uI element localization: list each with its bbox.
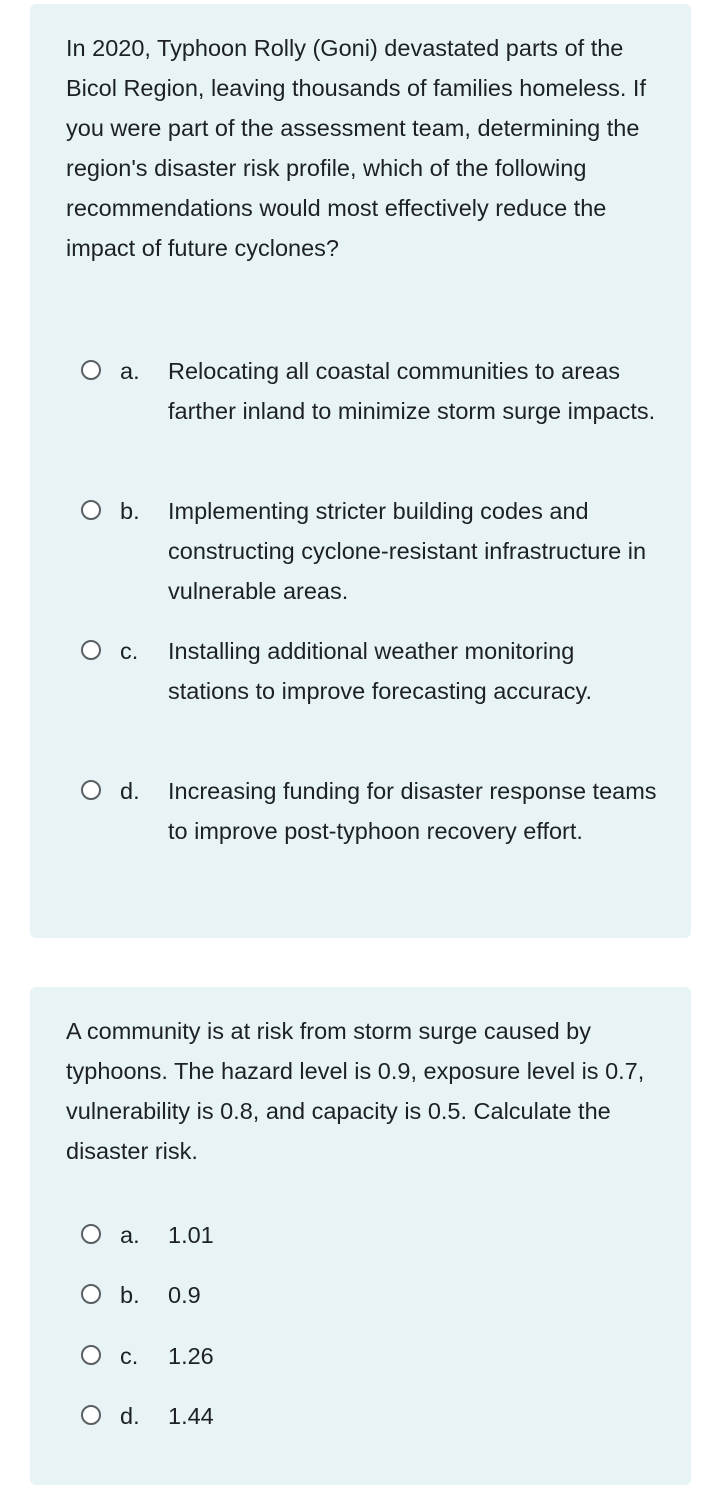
radio-button[interactable] <box>81 640 101 660</box>
answer-letter: b. <box>120 498 140 524</box>
question-text: A community is at risk from storm surge caused by typhoons. The hazard level is 0.9, exposure level is 0.7, vulnerability is 0.8, and capacity is 0.5. Calculate the disaster risk. <box>66 1018 645 1164</box>
radio-button[interactable] <box>81 1284 101 1304</box>
answer-text: Implementing stricter building codes and constructing cyclone-resistant infrastructure in vulnerable areas. <box>168 498 647 604</box>
radio-button[interactable] <box>81 1224 101 1244</box>
answer-letter: c. <box>120 1343 139 1369</box>
radio-button[interactable] <box>81 780 101 800</box>
answer-text: 1.26 <box>168 1343 214 1369</box>
answer-letter: d. <box>120 778 140 804</box>
answer-letter: a. <box>120 358 140 384</box>
answer-letter: c. <box>120 638 139 664</box>
answer-text: 0.9 <box>168 1282 201 1308</box>
question-card-1 <box>30 4 691 938</box>
answer-letter: a. <box>120 1222 140 1248</box>
answer-text: Increasing funding for disaster response teams to improve post-typhoon recovery effort. <box>168 778 657 844</box>
radio-button[interactable] <box>81 1405 101 1425</box>
answer-text: 1.44 <box>168 1403 214 1429</box>
answer-text: 1.01 <box>168 1222 214 1248</box>
answer-letter: d. <box>120 1403 140 1429</box>
answer-letter: b. <box>120 1282 140 1308</box>
question-text: In 2020, Typhoon Rolly (Goni) devastated parts of the Bicol Region, leaving thousands of families homeless. If you were part of the assessment team, determining the region's disaster risk profile, which of the following recommendations would most effectively reduce the impact of future cyclones? <box>66 35 646 261</box>
radio-button[interactable] <box>81 1345 101 1365</box>
answer-text: Relocating all coastal communities to areas farther inland to minimize storm surge impacts. <box>168 358 656 424</box>
radio-button[interactable] <box>81 360 101 380</box>
radio-button[interactable] <box>81 500 101 520</box>
answer-text: Installing additional weather monitoring stations to improve forecasting accuracy. <box>168 638 593 704</box>
question-card-2 <box>30 987 691 1485</box>
